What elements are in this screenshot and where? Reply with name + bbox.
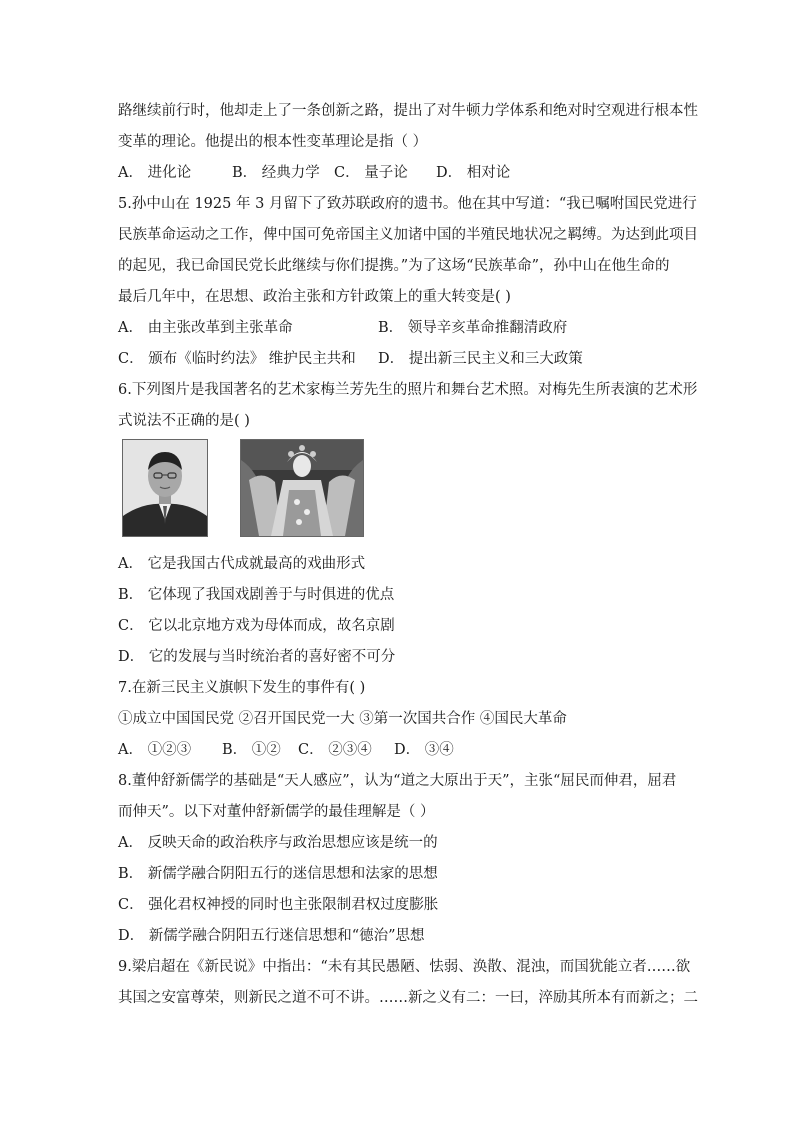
q8-option-b: B． 新儒学融合阴阳五行的迷信思想和法家的思想 bbox=[118, 866, 438, 882]
q5-stem-line-4: 最后几年中，在思想、政治主张和方针政策上的重大转变是( ) bbox=[118, 289, 511, 305]
q8-option-c: C． 强化君权神授的同时也主张限制君权过度膨胀 bbox=[118, 897, 439, 913]
q7-option-d: D． ③④ bbox=[394, 742, 454, 758]
q8-stem-line-1: 8.董仲舒新儒学的基础是“天人感应”，认为“道之大原出于天”，主张“屈民而伸君，屈君 bbox=[118, 773, 677, 789]
q4-option-c: C． 量子论 bbox=[334, 165, 408, 181]
q5-option-c: C． 颁布《临时约法》 维护民主共和 bbox=[118, 351, 356, 367]
q7-options bbox=[118, 735, 678, 766]
q7-option-a: A． ①②③ bbox=[118, 742, 192, 758]
q5-options-row-1 bbox=[118, 313, 678, 344]
stage-photo bbox=[240, 439, 364, 537]
q5-stem-line-2: 民族革命运动之工作，俾中国可免帝国主义加诸中国的半殖民地状况之羁缚。为达到此项目 bbox=[118, 227, 698, 243]
q6-option-a: A． 它是我国古代成就最高的戏曲形式 bbox=[118, 556, 366, 572]
q4-option-b: B． 经典力学 bbox=[232, 165, 320, 181]
q6-option-c: C． 它以北京地方戏为母体而成，故名京剧 bbox=[118, 618, 395, 634]
q8-stem-line-2: 而伸天”。以下对董仲舒新儒学的最佳理解是（ ） bbox=[118, 804, 435, 820]
portrait-photo bbox=[122, 439, 208, 537]
q6-option-d: D． 它的发展与当时统治者的喜好密不可分 bbox=[118, 649, 396, 665]
q5-option-d: D． 提出新三民主义和三大政策 bbox=[378, 351, 583, 367]
q4-stem-line-2: 变革的理论。他提出的根本性变革理论是指（ ） bbox=[118, 134, 428, 150]
q6-stem-line-1: 6.下列图片是我国著名的艺术家梅兰芳先生的照片和舞台艺术照。对梅先生所表演的艺术形 bbox=[118, 382, 698, 398]
q9-stem-line-2: 其国之安富尊荣，则新民之道不可不讲。……新之义有二：一曰，淬励其所本有而新之；二 bbox=[118, 990, 698, 1006]
q7-option-b: B． ①② bbox=[222, 742, 281, 758]
exam-page bbox=[118, 96, 698, 1014]
portrait-image bbox=[123, 440, 207, 536]
q9-stem-line-1: 9.梁启超在《新民说》中指出：“未有其民愚陋、怯弱、涣散、混浊，而国犹能立者……欲 bbox=[118, 959, 691, 975]
q5-option-b: B． 领导辛亥革命推翻清政府 bbox=[378, 320, 568, 336]
q8-option-d: D． 新儒学融合阴阳五行迷信思想和“德治”思想 bbox=[118, 928, 425, 944]
q7-stem-line-2: ①成立中国国民党 ②召开国民党一大 ③第一次国共合作 ④国民大革命 bbox=[118, 711, 567, 727]
q5-stem-line-3: 的起见，我已命国民党长此继续与你们提携。”为了这场“民族革命”，孙中山在他生命的 bbox=[118, 258, 670, 274]
q4-stem-line-1: 路继续前行时，他却走上了一条创新之路，提出了对牛顿力学体系和绝对时空观进行根本性 bbox=[118, 103, 698, 119]
q5-option-a: A． 由主张改革到主张革命 bbox=[118, 320, 293, 336]
q4-option-d: D． 相对论 bbox=[436, 165, 511, 181]
q4-options bbox=[118, 158, 678, 189]
q6-option-b: B． 它体现了我国戏剧善于与时俱进的优点 bbox=[118, 587, 395, 603]
stage-image bbox=[241, 440, 363, 536]
q6-photos bbox=[118, 439, 678, 543]
q8-option-a: A． 反映天命的政治秩序与政治思想应该是统一的 bbox=[118, 835, 438, 851]
q5-options-row-2 bbox=[118, 344, 678, 375]
q6-stem-line-2: 式说法不正确的是( ) bbox=[118, 413, 250, 429]
q7-option-c: C． ②③④ bbox=[298, 742, 372, 758]
q5-stem-line-1: 5.孙中山在 1925 年 3 月留下了致苏联政府的遗书。他在其中写道：“我已嘱咐国民党进行 bbox=[118, 196, 697, 212]
q4-option-a: A． 进化论 bbox=[118, 165, 192, 181]
q7-stem-line-1: 7.在新三民主义旗帜下发生的事件有( ) bbox=[118, 680, 366, 696]
